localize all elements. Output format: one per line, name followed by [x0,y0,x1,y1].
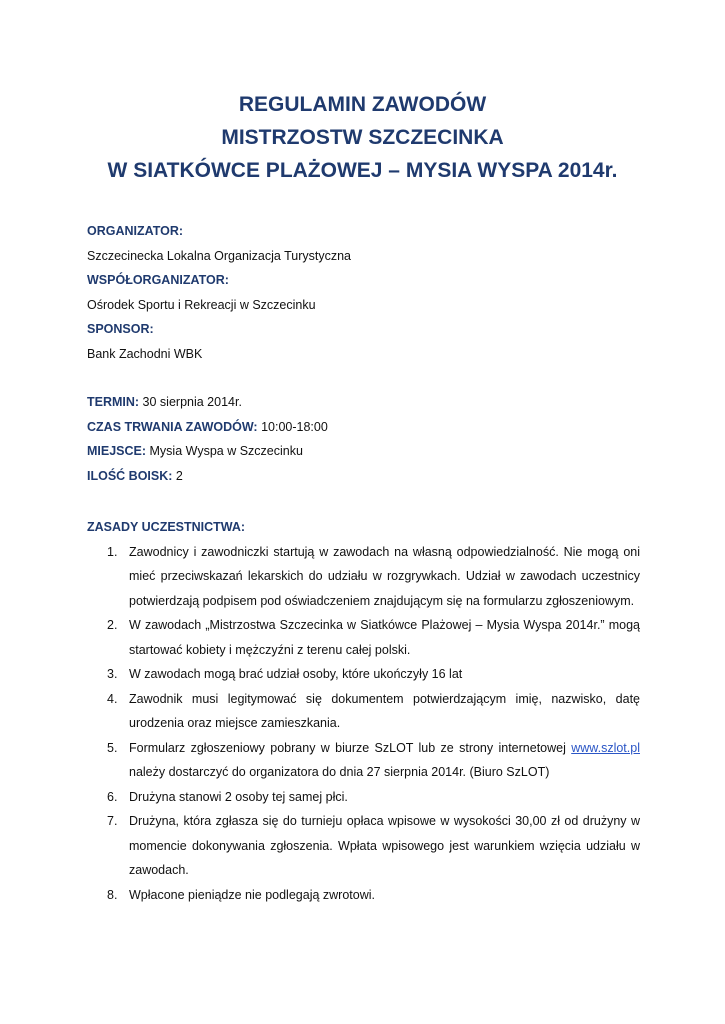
list-item-text: Zawodnik musi legitymować się dokumentem potwierdzającym imię, nazwisko, datę urodzenia oraz miejsce zamieszkania. [129,691,640,730]
list-item [87,785,640,810]
list-item-number: 2. [107,618,118,632]
duration-value: 10:00-18:00 [257,419,328,434]
list-item-text-after: należy dostarczyć do organizatora do dnia 27 sierpnia 2014r. (Biuro SzLOT) [129,765,550,779]
coorganizer-label: WSPÓŁORGANIZATOR: [87,273,229,287]
rules-heading: ZASADY UCZESTNICTWA: [87,520,246,534]
website-link[interactable]: www.szlot.pl [571,740,640,755]
list-item [87,687,640,736]
list-item-text: Drużyna, która zgłasza się do turnieju opłaca wpisowe w wysokości 30,00 zł od drużyny w momencie dokonywania zgłoszenia. Wpłata wpisowego jest warunkiem wzięcia udziału w zawodach. [129,814,640,877]
sponsor-label: SPONSOR: [87,322,154,336]
courts-value: 2 [172,468,183,483]
sponsor-value: Bank Zachodni WBK [87,346,203,361]
list-item-number: 7. [107,814,118,828]
organizer-label: ORGANIZATOR: [87,224,184,238]
list-item-text: Zawodnicy i zawodniczki startują w zawodach na własną odpowiedzialność. Nie mogą oni mieć przeciwskazań lekarskich do udziału w rozgrywkach. Udział w zawodach uczestnicy potwierdzają podpisem pod oświadczeniem znajdującym się na formularzu zgłoszeniowym. [129,544,640,608]
organizer-value: Szczecinecka Lokalna Organizacja Turystyczna [87,248,352,263]
list-item-text-before: Formularz zgłoszeniowy pobrany w biurze SzLOT lub ze strony internetowej [129,740,572,755]
list-item-text: Wpłacone pieniądze nie podlegają zwrotowi. [129,887,375,902]
rules-section [87,515,640,907]
list-item [87,809,640,883]
details-section [87,390,647,488]
list-item-number: 6. [107,789,118,804]
list-item-number: 3. [107,667,118,681]
place-row [87,439,647,464]
list-item [87,613,640,662]
list-item [87,540,640,614]
place-value: Mysia Wyspa w Szczecinku [146,444,303,458]
rules-list [87,540,640,908]
list-item [87,662,640,687]
duration-label: CZAS TRWANIA ZAWODÓW: [87,419,258,434]
title-line-3: W SIATKÓWCE PLAŻOWEJ – MYSIA WYSPA 2014r. [107,159,618,182]
list-item-text: W zawodach mogą brać udział osoby, które ukończyły 16 lat [129,667,463,681]
date-row [87,390,647,415]
coorganizer-value: Ośrodek Sportu i Rekreacji w Szczecinku [87,297,316,312]
document-title [0,88,725,187]
list-item-number: 1. [107,544,118,559]
courts-row [87,464,647,489]
list-item [87,736,640,785]
title-line-1: REGULAMIN ZAWODÓW [238,93,487,116]
title-line-2: MISTRZOSTW SZCZECINKA [221,126,504,149]
list-item [87,883,640,908]
list-item-number: 5. [107,740,118,755]
date-value: 30 sierpnia 2014r. [139,395,242,409]
list-item-text: Drużyna stanowi 2 osoby tej samej płci. [129,789,348,804]
list-item-text: W zawodach „Mistrzostwa Szczecinka w Siatkówce Plażowej – Mysia Wyspa 2014r.” mogą startować kobiety i mężczyźni z terenu całej polski. [129,618,640,657]
list-item-number: 8. [107,887,118,902]
list-item-number: 4. [107,691,118,706]
duration-row [87,415,647,440]
courts-label: ILOŚĆ BOISK: [87,468,173,483]
organizers-section [87,219,647,366]
place-label: MIEJSCE: [87,444,147,458]
date-label: TERMIN: [87,395,140,409]
